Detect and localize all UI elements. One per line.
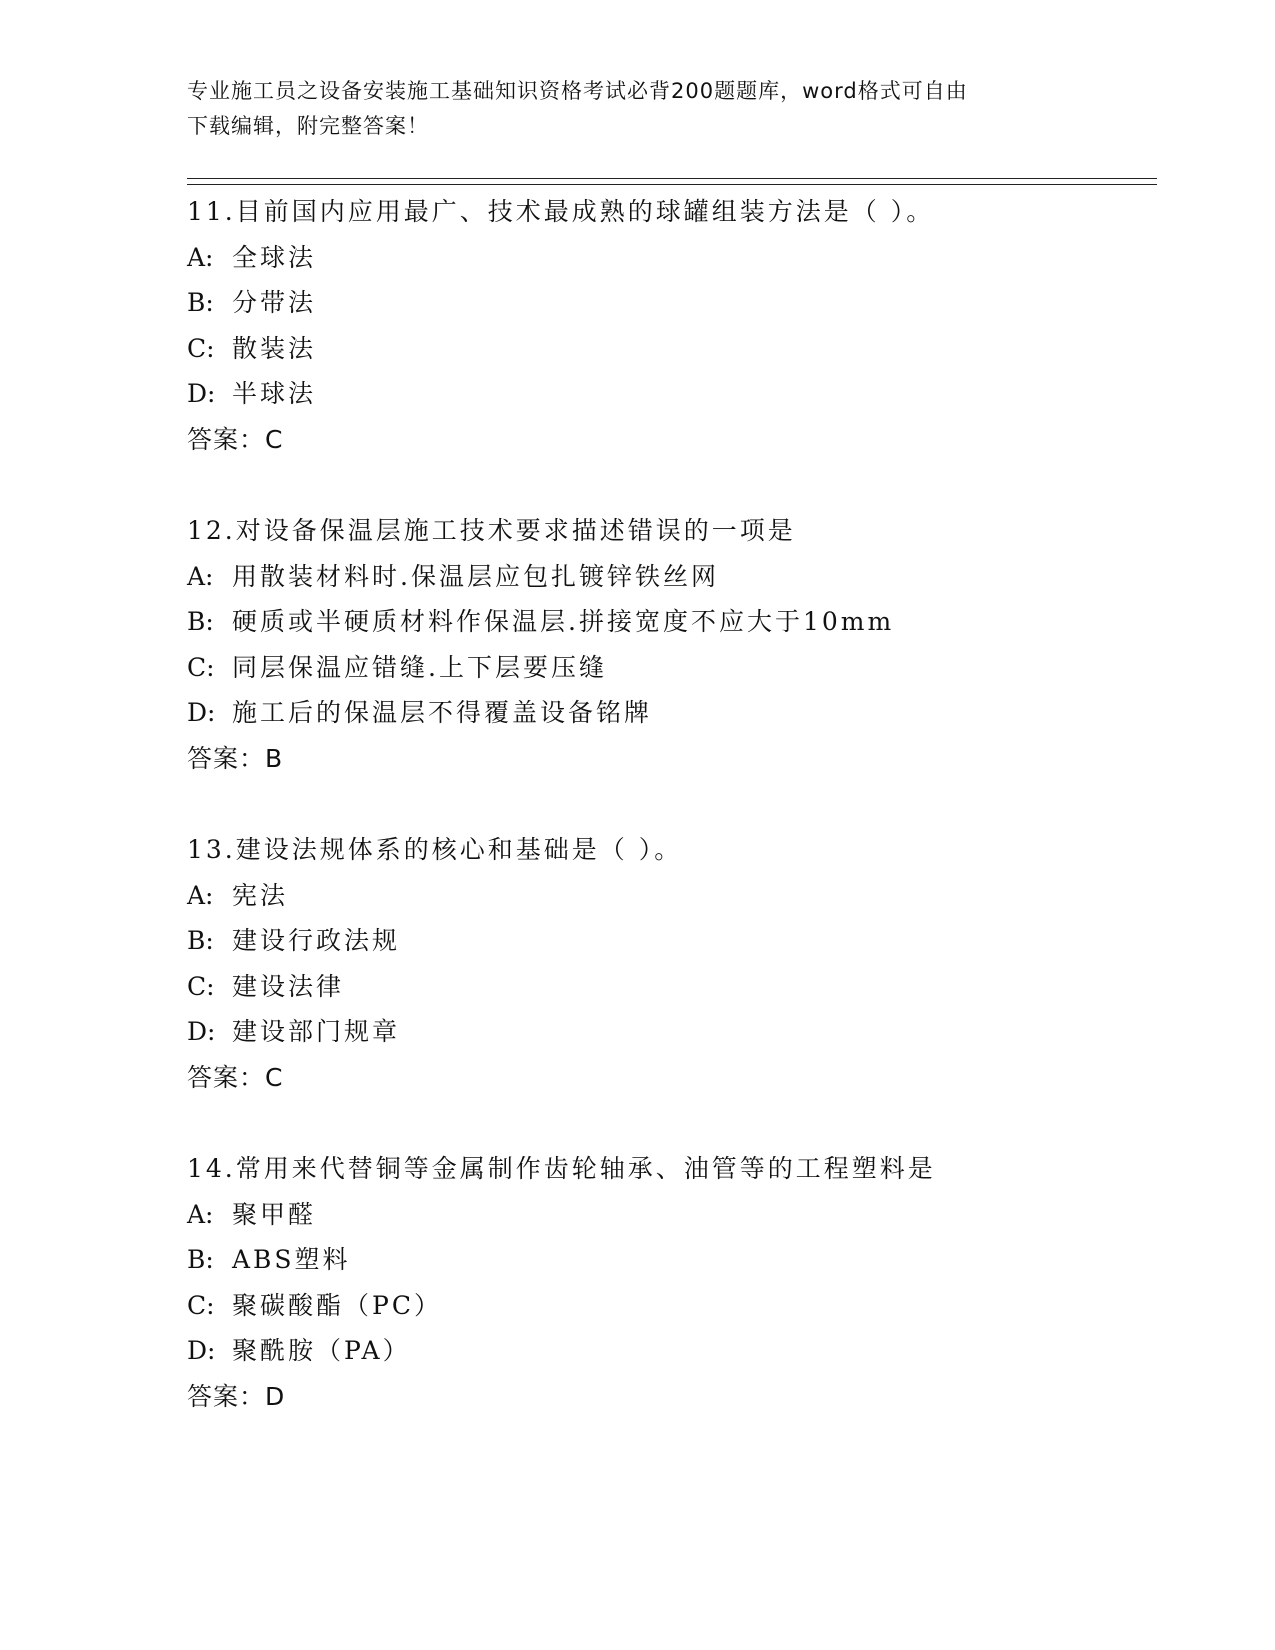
option-a: [187, 873, 1147, 919]
option-text: 建设法律: [232, 971, 345, 1001]
option-d: [187, 1009, 1147, 1055]
option-b: [187, 918, 1147, 964]
option-c: [187, 1283, 1147, 1329]
option-key: C:: [187, 1290, 215, 1320]
option-key: D:: [187, 698, 216, 728]
option-a: [187, 235, 1147, 281]
option-text: 全球法: [232, 242, 317, 272]
option-a: [187, 554, 1147, 600]
question-stem: 14.常用来代替铜等金属制作齿轮轴承、油管等的工程塑料是: [187, 1154, 936, 1183]
option-text: 分带法: [232, 288, 317, 318]
option-b: [187, 1237, 1147, 1283]
option-key: B:: [187, 926, 214, 956]
option-key: A:: [187, 1199, 214, 1229]
answer-line: 答案：B: [187, 743, 284, 773]
option-key: B:: [187, 1245, 214, 1275]
answer-line: 答案：D: [187, 1381, 286, 1411]
option-key: B:: [187, 607, 214, 637]
option-c: [187, 645, 1147, 691]
option-b: [187, 280, 1147, 326]
question-11: [187, 189, 1147, 463]
answer-line: 答案：C: [187, 424, 284, 454]
option-key: D:: [187, 1336, 216, 1366]
question-stem: 12.对设备保温层施工技术要求描述错误的一项是: [187, 516, 796, 545]
option-text: 聚碳酸酯（PC）: [232, 1290, 442, 1320]
option-text: 散装法: [232, 333, 317, 363]
option-key: A:: [187, 561, 214, 591]
option-text: 宪法: [232, 880, 289, 910]
question-stem: 11.目前国内应用最广、技术最成熟的球罐组装方法是（ ）。: [187, 197, 935, 226]
option-text: 半球法: [232, 379, 317, 409]
header-line-2: 下载编辑，附完整答案！: [187, 114, 429, 138]
option-a: [187, 1192, 1147, 1238]
option-c: [187, 326, 1147, 372]
option-text: ABS塑料: [232, 1245, 351, 1275]
option-text: 施工后的保温层不得覆盖设备铭牌: [232, 698, 653, 728]
question-13: [187, 827, 1147, 1101]
option-text: 用散装材料时.保温层应包扎镀锌铁丝网: [232, 561, 719, 591]
option-d: [187, 1328, 1147, 1374]
option-key: A:: [187, 880, 214, 910]
option-key: D:: [187, 379, 216, 409]
option-key: C:: [187, 652, 215, 682]
question-12: [187, 508, 1147, 782]
option-d: [187, 690, 1147, 736]
option-key: A:: [187, 242, 214, 272]
option-key: C:: [187, 333, 215, 363]
option-key: B:: [187, 288, 214, 318]
option-b: [187, 599, 1147, 645]
answer-line: 答案：C: [187, 1062, 284, 1092]
header-divider-bottom: [187, 184, 1157, 185]
option-d: [187, 371, 1147, 417]
option-text: 同层保温应错缝.上下层要压缝: [232, 652, 607, 682]
document-header: [187, 74, 1067, 144]
option-c: [187, 964, 1147, 1010]
question-stem: 13.建设法规体系的核心和基础是（ ）。: [187, 835, 683, 864]
option-text: 硬质或半硬质材料作保温层.拼接宽度不应大于10mm: [232, 607, 895, 637]
option-text: 聚酰胺（PA）: [232, 1336, 411, 1366]
header-divider-top: [187, 178, 1157, 179]
option-text: 聚甲醛: [232, 1199, 317, 1229]
option-key: C:: [187, 971, 215, 1001]
option-text: 建设行政法规: [232, 926, 401, 956]
option-text: 建设部门规章: [232, 1017, 401, 1047]
header-line-1: 专业施工员之设备安装施工基础知识资格考试必背200题题库，word格式可自由: [187, 79, 968, 103]
question-14: [187, 1146, 1147, 1420]
option-key: D:: [187, 1017, 216, 1047]
